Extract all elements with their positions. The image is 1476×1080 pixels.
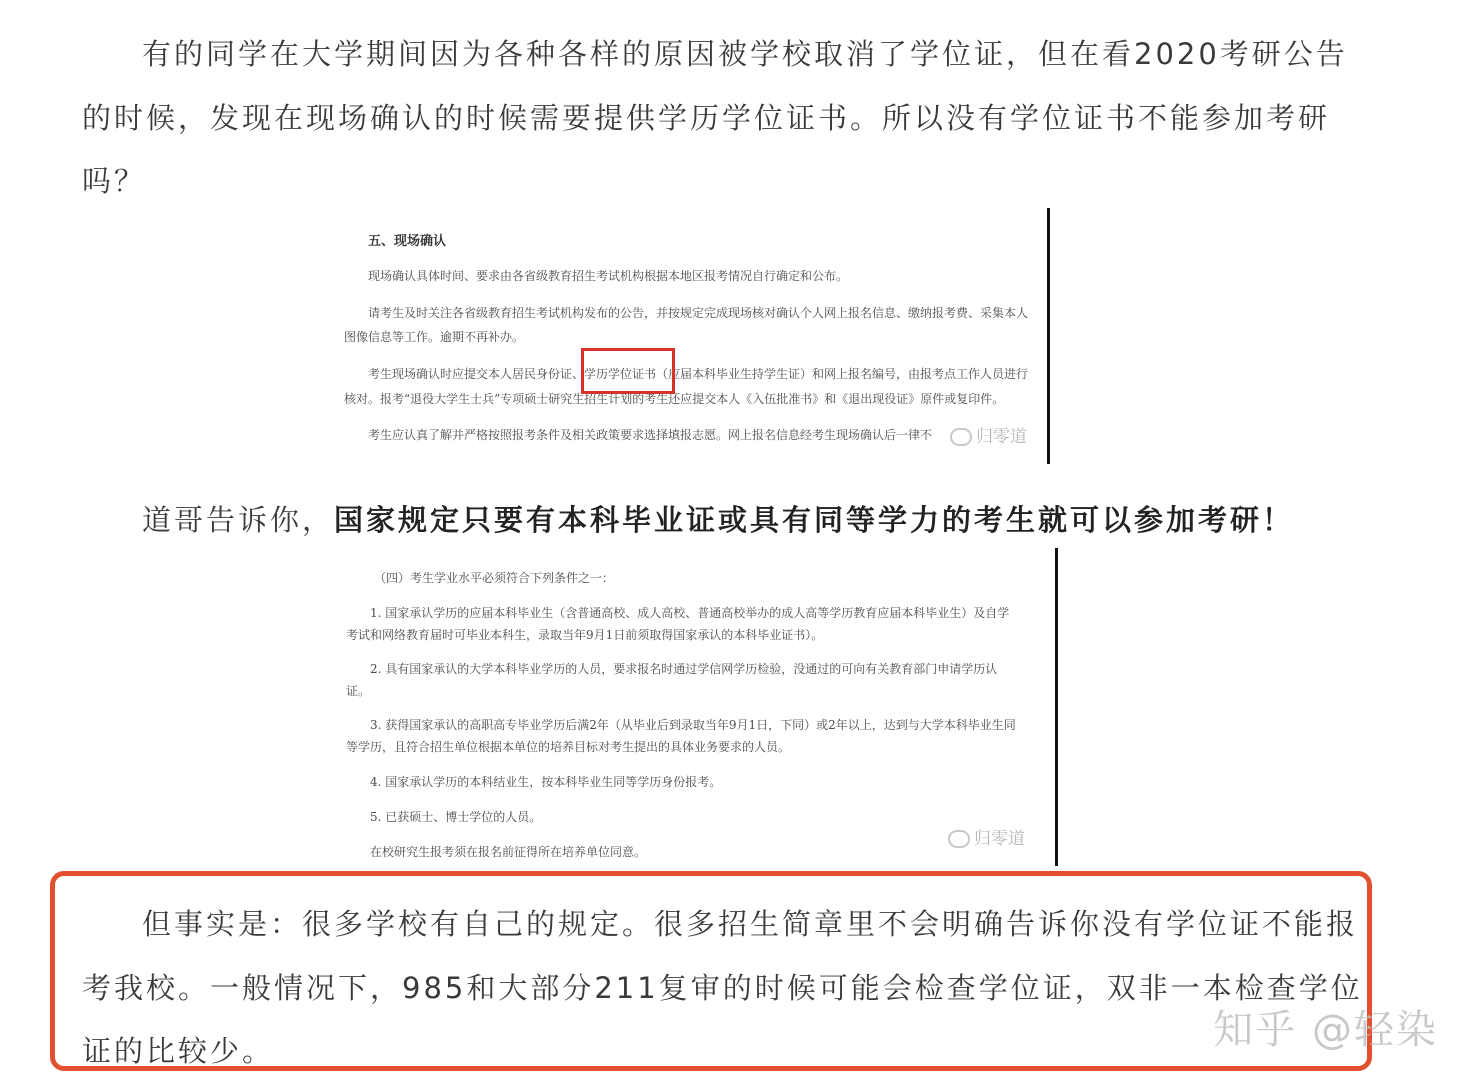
doc1-watermark: 归零道 bbox=[950, 422, 1027, 447]
middle-prefix: 道哥告诉你， bbox=[142, 503, 335, 537]
doc2-item-3b: 等学历，且符合招生单位根据本单位的培养目标对考生提出的具体业务要求的人员。 bbox=[346, 740, 791, 754]
doc1-highlight-box bbox=[581, 348, 675, 394]
callout-line-1: 但事实是：很多学校有自己的规定。很多招生简章里不会明确告诉你没有学位证不能报 bbox=[142, 907, 1359, 941]
doc2-item-5: 5. 已获硕士、博士学位的人员。 bbox=[370, 810, 542, 824]
doc1-paragraph-3b: 核对。报考“退役大学生士兵”专项硕士研究生招生计划的考生还应提交本人《入伍批准书》和《退出现役证》原件或复印件。 bbox=[344, 392, 1005, 406]
doc2-item-1b: 考试和网络教育届时可毕业本科生，录取当年9月1日前须取得国家承认的本科毕业证书）。 bbox=[346, 628, 824, 642]
middle-statement bbox=[142, 498, 1294, 539]
wechat-icon bbox=[948, 830, 970, 848]
doc1-paragraph-2b: 图像信息等工作。逾期不再补办。 bbox=[344, 330, 525, 344]
callout-line-2: 考我校。一般情况下，985和大部分211复审的时候可能会检查学位证，双非一本检查学位 bbox=[82, 971, 1363, 1005]
doc-screenshot-eligibility bbox=[330, 548, 1058, 866]
doc1-heading: 五、现场确认 bbox=[368, 234, 447, 249]
doc1-paragraph-1: 现场确认具体时间、要求由各省级教育招生考试机构根据本地区报考情况自行确定和公布。 bbox=[368, 269, 849, 283]
doc1-paragraph-3a: 考生现场确认时应提交本人居民身份证、学历学位证书（应届本科毕业生持学生证）和网上报名编号，由报考点工作人员进行 bbox=[368, 367, 1029, 381]
intro-line-3: 吗？ bbox=[82, 164, 147, 198]
doc2-heading: （四）考生学业水平必须符合下列条件之一： bbox=[374, 571, 615, 585]
zhihu-watermark: 知乎 @轻染 bbox=[1213, 1007, 1438, 1053]
doc2-item-6: 在校研究生报考须在报名前征得所在培养单位同意。 bbox=[370, 845, 647, 859]
doc2-item-4: 4. 国家承认学历的本科结业生，按本科毕业生同等学历身份报考。 bbox=[370, 775, 722, 789]
intro-line-2: 的时候，发现在现场确认的时候需要提供学历学位证书。所以没有学位证书不能参加考研 bbox=[82, 101, 1331, 135]
doc2-item-2b: 证。 bbox=[346, 684, 371, 698]
intro-line-1: 有的同学在大学期间因为各种各样的原因被学校取消了学位证，但在看2020考研公告 bbox=[142, 37, 1348, 71]
doc-right-rule bbox=[1055, 548, 1058, 866]
callout-line-3: 证的比较少。 bbox=[82, 1034, 275, 1068]
doc-right-rule bbox=[1047, 208, 1050, 464]
middle-bold: 国家规定只要有本科毕业证或具有同等学力的考生就可以参加考研！ bbox=[334, 503, 1295, 537]
doc1-paragraph-2a: 请考生及时关注各省级教育招生考试机构发布的公告，并按规定完成现场核对确认个人网上报名信息、缴纳报考费、采集本人 bbox=[368, 306, 1029, 320]
doc2-item-1a: 1. 国家承认学历的应届本科毕业生（含普通高校、成人高校、普通高校举办的成人高等学历教育应届本科毕业生）及自学 bbox=[370, 606, 1010, 620]
doc2-watermark: 归零道 bbox=[948, 824, 1025, 849]
doc2-item-3a: 3. 获得国家承认的高职高专毕业学历后满2年（从毕业后到录取当年9月1日，下同）或2年以上，达到与大学本科毕业生同 bbox=[370, 718, 1016, 732]
wechat-icon bbox=[950, 428, 972, 446]
doc-screenshot-onsite-confirmation bbox=[330, 208, 1050, 464]
doc1-paragraph-4: 考生应认真了解并严格按照报考条件及相关政策要求选择填报志愿。网上报名信息经考生现场确认后一律不 bbox=[368, 428, 933, 442]
doc2-item-2a: 2. 具有国家承认的大学本科毕业学历的人员，要求报名时通过学信网学历检验，没通过的可向有关教育部门申请学历认 bbox=[370, 662, 998, 676]
